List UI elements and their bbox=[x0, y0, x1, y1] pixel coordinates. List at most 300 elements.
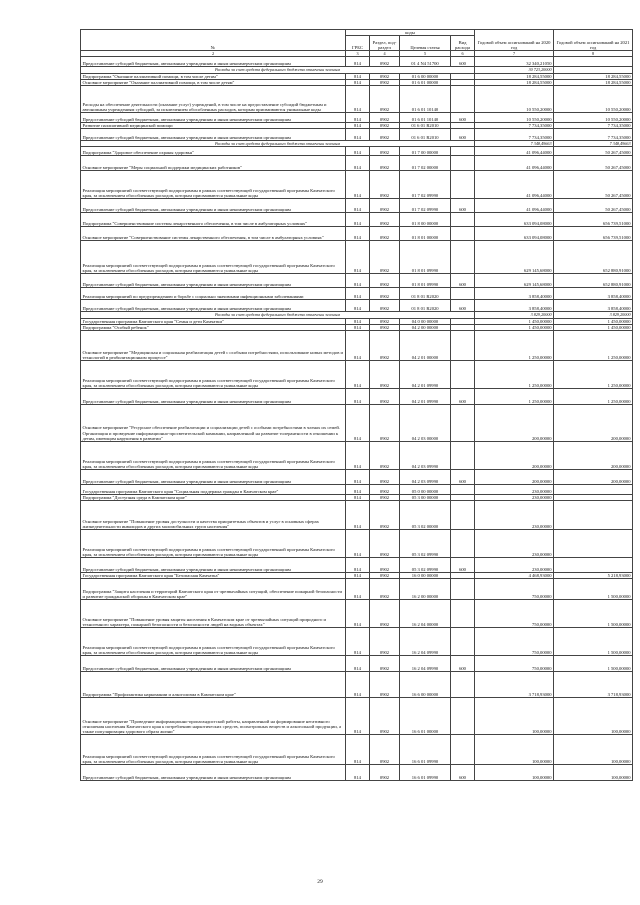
grbs-code: 814 bbox=[346, 73, 370, 79]
target-article-code: 04 2 01 09990 bbox=[400, 389, 451, 405]
table-row bbox=[81, 501, 633, 530]
column-number: 2 bbox=[81, 51, 346, 57]
amount-2020: 18 284,55000 bbox=[475, 73, 554, 79]
row-name: Предоставление субсидий бюджетным, автономным учреждениям и иным некоммерческим организациям bbox=[81, 558, 346, 573]
section-code: 0902 bbox=[370, 331, 400, 361]
table-row bbox=[81, 300, 633, 312]
target-article-code: 16 6 01 09990 bbox=[400, 765, 451, 781]
amount-2021: 18 284,55000 bbox=[554, 73, 633, 79]
table-row bbox=[81, 470, 633, 485]
amount-2020: 1 250,00000 bbox=[475, 331, 554, 361]
table-row bbox=[81, 573, 633, 579]
row-name: Основное мероприятие "Повышение уровня доступности и качества приоритетных объектов и услуг в основных сферах жизнедеятельности инвалидов и других маломобильных групп населения" bbox=[81, 501, 346, 530]
expense-type-code: 600 bbox=[451, 300, 475, 312]
row-name: Основное мероприятие "Оказание паллиативной помощи, в том числе детям" bbox=[81, 79, 346, 85]
amount-2020: 1 450,00000 bbox=[475, 318, 554, 324]
section-code: 0902 bbox=[370, 579, 400, 600]
budget-table bbox=[80, 29, 633, 781]
amount-2021: 1 250,00000 bbox=[554, 361, 633, 389]
expense-type-code bbox=[451, 227, 475, 241]
expense-type-code: 600 bbox=[451, 558, 475, 573]
table-row bbox=[81, 79, 633, 85]
row-name: Реализация мероприятий соответствующей подпрограммы в рамках соответствующей государственной программы Камчатского края, за исключением обособленных расходов, которым присваиваются уникальные коды bbox=[81, 628, 346, 656]
target-article-code: 04 2 01 00000 bbox=[400, 331, 451, 361]
amount-2020: 41 096,44000 bbox=[475, 199, 554, 213]
row-name: Реализация мероприятий соответствующей подпрограммы в рамках соответствующей государственной программы Камчатского края, за исключением обособленных расходов, которым присваиваются уникальные коды bbox=[81, 171, 346, 199]
grbs-code: 814 bbox=[346, 171, 370, 199]
expense-type-code bbox=[451, 213, 475, 227]
section-code: 0902 bbox=[370, 672, 400, 698]
expense-type-code bbox=[451, 501, 475, 530]
target-article-code: 01 6 01 10140 bbox=[400, 113, 451, 123]
column-number: 8 bbox=[554, 51, 633, 57]
target-article-code: 01 7 02 09990 bbox=[400, 171, 451, 199]
amount-2021: 652 880,91000 bbox=[554, 241, 633, 274]
grbs-code: 814 bbox=[346, 129, 370, 141]
expense-type-code bbox=[451, 530, 475, 558]
table-row bbox=[81, 600, 633, 628]
amount-2020: 750,00000 bbox=[475, 628, 554, 656]
target-article-code: 16 2 00 00000 bbox=[400, 579, 451, 600]
header-codes: коды bbox=[346, 30, 475, 36]
amount-2021: 1 500,00000 bbox=[554, 600, 633, 628]
amount-2020: 200,00000 bbox=[475, 442, 554, 470]
section-code: 0902 bbox=[370, 501, 400, 530]
expense-type-code bbox=[451, 86, 475, 113]
amount-2020: 10 550,20000 bbox=[475, 86, 554, 113]
grbs-code: 814 bbox=[346, 241, 370, 274]
grbs-code: 814 bbox=[346, 86, 370, 113]
note-text: Расходы за счет средств федерального бюджета отмечены зеленым bbox=[81, 67, 475, 73]
expense-type-code bbox=[451, 331, 475, 361]
page-number: 29 bbox=[317, 879, 323, 885]
amount-2021: 1 500,00000 bbox=[554, 579, 633, 600]
grbs-code: 814 bbox=[346, 324, 370, 330]
grbs-code: 814 bbox=[346, 501, 370, 530]
grbs-code: 814 bbox=[346, 573, 370, 579]
amount-2021: 10 550,20000 bbox=[554, 113, 633, 123]
expense-type-code: 600 bbox=[451, 199, 475, 213]
section-code: 0902 bbox=[370, 213, 400, 227]
note-text: Расходы за счет средств федерального бюджета отмечены зеленым bbox=[81, 312, 475, 318]
expense-type-code bbox=[451, 405, 475, 442]
grbs-code: 814 bbox=[346, 57, 370, 67]
grbs-code: 814 bbox=[346, 558, 370, 573]
amount-2020: 230,00000 bbox=[475, 495, 554, 501]
amount-2021: 18 284,55000 bbox=[554, 79, 633, 85]
grbs-code: 814 bbox=[346, 530, 370, 558]
target-article-code: 05 3 00 00000 bbox=[400, 495, 451, 501]
row-name: Реализация мероприятий по предупреждению и борьбе с социально значимыми инфекционными заболеваниями bbox=[81, 288, 346, 300]
target-article-code: 16 6 01 00000 bbox=[400, 698, 451, 735]
table-row bbox=[81, 318, 633, 324]
header-num: № bbox=[81, 30, 346, 51]
section-code: 0902 bbox=[370, 171, 400, 199]
amount-2021: 10 550,20000 bbox=[554, 86, 633, 113]
row-name: Реализация мероприятий соответствующей подпрограммы в рамках соответствующей государственной программы Камчатского края, за исключением обособленных расходов, которым присваиваются уникальные коды bbox=[81, 241, 346, 274]
grbs-code: 814 bbox=[346, 331, 370, 361]
header-target: Целевая статья bbox=[400, 36, 451, 51]
amount-2020: 41 096,44000 bbox=[475, 156, 554, 171]
amount-2021: 1 450,00000 bbox=[554, 324, 633, 330]
table-row bbox=[81, 227, 633, 241]
amount-2020: 200,00000 bbox=[475, 470, 554, 485]
row-name: Основное мероприятие "Проведение информационно-пропагандистской работы, направленной на формирование негативного отношения населения Камчатского края к потреблению наркотических средств, психотропных веществ и алкогольной продукции, а также популяризация здорового образа жизни" bbox=[81, 698, 346, 735]
grbs-code: 814 bbox=[346, 600, 370, 628]
table-row bbox=[81, 765, 633, 781]
amount-2020: 4 468,93000 bbox=[475, 573, 554, 579]
amount-2020: 750,00000 bbox=[475, 579, 554, 600]
row-name: Предоставление субсидий бюджетным, автономным учреждениям и иным некоммерческим организациям bbox=[81, 389, 346, 405]
grbs-code: 814 bbox=[346, 288, 370, 300]
grbs-code: 814 bbox=[346, 698, 370, 735]
target-article-code: 16 6 00 00000 bbox=[400, 672, 451, 698]
amount-2021: 7 348,49663 bbox=[554, 141, 633, 147]
table-row bbox=[81, 147, 633, 156]
amount-2021: 200,00000 bbox=[554, 470, 633, 485]
section-code: 0902 bbox=[370, 57, 400, 67]
target-article-code: 01 7 02 09990 bbox=[400, 199, 451, 213]
amount-2020: 3 858,40000 bbox=[475, 288, 554, 300]
budget-sheet bbox=[80, 29, 632, 781]
target-article-code: 01 4 N4 51700 bbox=[400, 57, 451, 67]
amount-2020: 41 096,44000 bbox=[475, 147, 554, 156]
amount-2021: 50 267,45000 bbox=[554, 171, 633, 199]
target-article-code: 01 7 02 00000 bbox=[400, 156, 451, 171]
target-article-code: 01 6 01 R2010 bbox=[400, 123, 451, 129]
table-row bbox=[81, 331, 633, 361]
amount-2020: 633 094,08000 bbox=[475, 213, 554, 227]
row-name: Предоставление субсидий бюджетным, автономным учреждениям и иным некоммерческим организациям bbox=[81, 274, 346, 288]
section-code: 0902 bbox=[370, 698, 400, 735]
section-code: 0902 bbox=[370, 300, 400, 312]
grbs-code: 814 bbox=[346, 123, 370, 129]
row-name: Развитие паллиативной медицинской помощи bbox=[81, 123, 346, 129]
amount-2021 bbox=[554, 57, 633, 67]
grbs-code: 814 bbox=[346, 389, 370, 405]
header-vol-2021: Годовой объем ассигнований на 2021 год bbox=[554, 30, 633, 51]
amount-2021 bbox=[554, 558, 633, 573]
row-name: Подпрограмма "Оказание паллиативной помощи, в том числе детям" bbox=[81, 73, 346, 79]
grbs-code: 814 bbox=[346, 470, 370, 485]
column-number: 7 bbox=[475, 51, 554, 57]
row-name: Предоставление субсидий бюджетным, автономным учреждениям и иным некоммерческим организациям bbox=[81, 57, 346, 67]
table-row bbox=[81, 241, 633, 274]
row-name: Государственная программа Камчатского края "Семья и дети Камчатки" bbox=[81, 318, 346, 324]
expense-type-code bbox=[451, 442, 475, 470]
table-row bbox=[81, 405, 633, 442]
table-row bbox=[81, 698, 633, 735]
section-code: 0902 bbox=[370, 765, 400, 781]
table-header bbox=[81, 30, 633, 57]
row-name: Предоставление субсидий бюджетным, автономным учреждениям и иным некоммерческим организациям bbox=[81, 765, 346, 781]
table-row bbox=[81, 213, 633, 227]
amount-2021: 1 250,00000 bbox=[554, 331, 633, 361]
target-article-code: 01 8 00 00000 bbox=[400, 213, 451, 227]
header-grbs: ГРБС bbox=[346, 36, 370, 51]
row-name: Государственная программа Камчатского края "Безопасная Камчатка" bbox=[81, 573, 346, 579]
target-article-code: 01 6 01 R2010 bbox=[400, 129, 451, 141]
table-row bbox=[81, 86, 633, 113]
grbs-code: 814 bbox=[346, 442, 370, 470]
expense-type-code bbox=[451, 156, 475, 171]
target-article-code: 16 2 04 09990 bbox=[400, 628, 451, 656]
header-exptype: Вид расхода bbox=[451, 36, 475, 51]
amount-2020: 230,00000 bbox=[475, 501, 554, 530]
amount-2020: 230,00000 bbox=[475, 558, 554, 573]
expense-type-code bbox=[451, 628, 475, 656]
section-code: 0902 bbox=[370, 628, 400, 656]
amount-2020: 3 858,40000 bbox=[475, 300, 554, 312]
grbs-code: 814 bbox=[346, 495, 370, 501]
row-name: Основное мероприятие "Повышение уровня защиты населения в Камчатском крае от чрезвычайных ситуаций природного и техногенного характера, пожарной безопасности и безопасности людей на водных объектах" bbox=[81, 600, 346, 628]
table-row bbox=[81, 558, 633, 573]
grbs-code: 814 bbox=[346, 485, 370, 495]
row-name: Подпрограмма "Здоровое обеспечение охраны здоровья" bbox=[81, 147, 346, 156]
expense-type-code bbox=[451, 600, 475, 628]
target-article-code: 16 2 04 00000 bbox=[400, 600, 451, 628]
amount-2020: 10 550,20000 bbox=[475, 113, 554, 123]
amount-2020: 100,00000 bbox=[475, 698, 554, 735]
amount-2020: 633 094,08000 bbox=[475, 227, 554, 241]
expense-type-code: 600 bbox=[451, 656, 475, 672]
column-number: 3 bbox=[346, 51, 370, 57]
table-row bbox=[81, 389, 633, 405]
header-section: Раздел, под-раздел bbox=[370, 36, 400, 51]
grbs-code: 814 bbox=[346, 213, 370, 227]
section-code: 0902 bbox=[370, 73, 400, 79]
target-article-code: 16 2 04 09990 bbox=[400, 656, 451, 672]
section-code: 0902 bbox=[370, 227, 400, 241]
amount-2020: 30 723,20000 bbox=[475, 67, 554, 73]
table-row bbox=[81, 485, 633, 495]
table-row bbox=[81, 495, 633, 501]
amount-2021: 1 500,00000 bbox=[554, 656, 633, 672]
row-name: Подпрограмма "Доступная среда в Камчатском крае" bbox=[81, 495, 346, 501]
table-row bbox=[81, 579, 633, 600]
table-row bbox=[81, 442, 633, 470]
target-article-code: 04 0 00 00000 bbox=[400, 318, 451, 324]
section-code: 0902 bbox=[370, 495, 400, 501]
grbs-code: 814 bbox=[346, 227, 370, 241]
row-name: Основное мероприятие "Ресурсное обеспечение реабилитации и социализации детей с особыми потребностями в членах их семей. Организация и проведение информационно-просветительской кампании, направленной на развитие толерантности в отношении к детям, имеющим нарушения в развитии" bbox=[81, 405, 346, 442]
table-row bbox=[81, 361, 633, 389]
expense-type-code bbox=[451, 579, 475, 600]
row-name: Подпрограмма "Совершенствование системы лекарственного обеспечения, в том числе в амбулаторных условиях" bbox=[81, 213, 346, 227]
amount-2020: 1 250,00000 bbox=[475, 361, 554, 389]
target-article-code: 04 2 03 00000 bbox=[400, 405, 451, 442]
row-name: Расходы на обеспечение деятельности (оказание услуг) учреждений, в том числе на предоставление субсидий бюджетным и автономным учреждениям субсидий, за исключением обособленных расходов, которым присваиваются уникальные коды bbox=[81, 86, 346, 113]
target-article-code: 05 3 02 00000 bbox=[400, 501, 451, 530]
target-article-code: 01 6 00 00000 bbox=[400, 73, 451, 79]
section-code: 0902 bbox=[370, 147, 400, 156]
row-name: Основное мероприятие "Меры социальной поддержки медицинских работников" bbox=[81, 156, 346, 171]
grbs-code: 814 bbox=[346, 628, 370, 656]
amount-2021: 3 858,40000 bbox=[554, 288, 633, 300]
section-code: 0902 bbox=[370, 199, 400, 213]
target-article-code: 05 3 02 09990 bbox=[400, 558, 451, 573]
table-row bbox=[81, 57, 633, 67]
expense-type-code: 600 bbox=[451, 129, 475, 141]
column-number: 4 bbox=[370, 51, 400, 57]
amount-2021: 3 829,20000 bbox=[554, 312, 633, 318]
amount-2020: 629 145,68000 bbox=[475, 274, 554, 288]
section-code: 0902 bbox=[370, 274, 400, 288]
row-name: Реализация мероприятий соответствующей подпрограммы в рамках соответствующей государственной программы Камчатского края, за исключением обособленных расходов, которым присваиваются уникальные коды bbox=[81, 442, 346, 470]
table-row bbox=[81, 156, 633, 171]
amount-2020: 1 450,00000 bbox=[475, 324, 554, 330]
target-article-code: 04 2 01 09990 bbox=[400, 361, 451, 389]
amount-2021: 100,00000 bbox=[554, 765, 633, 781]
target-article-code: 16 0 00 00000 bbox=[400, 573, 451, 579]
amount-2021: 200,00000 bbox=[554, 405, 633, 442]
section-code: 0902 bbox=[370, 318, 400, 324]
expense-type-code: 600 bbox=[451, 389, 475, 405]
table-body bbox=[81, 57, 633, 781]
target-article-code: 05 3 02 09990 bbox=[400, 530, 451, 558]
row-name: Подпрограмма "Защита населения и территорий Камчатского края от чрезвычайных ситуаций, обеспечение пожарной безопасности и развитие гражданской обороны в Камчатском крае" bbox=[81, 579, 346, 600]
grbs-code: 814 bbox=[346, 318, 370, 324]
table-row bbox=[81, 274, 633, 288]
amount-2020: 3 829,20000 bbox=[475, 312, 554, 318]
grbs-code: 814 bbox=[346, 361, 370, 389]
expense-type-code bbox=[451, 735, 475, 765]
grbs-code: 814 bbox=[346, 147, 370, 156]
section-code: 0902 bbox=[370, 656, 400, 672]
grbs-code: 814 bbox=[346, 199, 370, 213]
target-article-code: 01 8 01 R2020 bbox=[400, 300, 451, 312]
amount-2021: 7 734,35000 bbox=[554, 123, 633, 129]
table-row bbox=[81, 171, 633, 199]
section-code: 0902 bbox=[370, 79, 400, 85]
amount-2021: 1 500,00000 bbox=[554, 628, 633, 656]
grbs-code: 814 bbox=[346, 300, 370, 312]
expense-type-code bbox=[451, 698, 475, 735]
amount-2021 bbox=[554, 530, 633, 558]
section-code: 0902 bbox=[370, 558, 400, 573]
amount-2020: 7 734,35000 bbox=[475, 123, 554, 129]
row-name: Реализация мероприятий соответствующей подпрограммы в рамках соответствующей государственной программы Камчатского края, за исключением обособленных расходов, которым присваиваются уникальные коды bbox=[81, 530, 346, 558]
column-number: 6 bbox=[451, 51, 475, 57]
target-article-code: 01 7 00 00000 bbox=[400, 147, 451, 156]
row-name: Реализация мероприятий соответствующей подпрограммы в рамках соответствующей государственной программы Камчатского края, за исключением обособленных расходов, которым присваиваются уникальные коды bbox=[81, 361, 346, 389]
row-name: Подпрограмма "Особый ребенок" bbox=[81, 324, 346, 330]
target-article-code: 01 8 01 R2020 bbox=[400, 288, 451, 300]
expense-type-code: 600 bbox=[451, 57, 475, 67]
expense-type-code: 600 bbox=[451, 113, 475, 123]
amount-2020: 41 096,44000 bbox=[475, 171, 554, 199]
section-code: 0902 bbox=[370, 442, 400, 470]
amount-2020: 230,00000 bbox=[475, 530, 554, 558]
section-code: 0902 bbox=[370, 573, 400, 579]
amount-2020: 100,00000 bbox=[475, 735, 554, 765]
grbs-code: 814 bbox=[346, 79, 370, 85]
row-name: Предоставление субсидий бюджетным, автономным учреждениям и иным некоммерческим организациям bbox=[81, 199, 346, 213]
target-article-code: 04 2 03 09990 bbox=[400, 442, 451, 470]
section-code: 0902 bbox=[370, 123, 400, 129]
section-code: 0902 bbox=[370, 735, 400, 765]
amount-2021: 656 739,51000 bbox=[554, 213, 633, 227]
expense-type-code: 600 bbox=[451, 470, 475, 485]
amount-2021: 656 739,51000 bbox=[554, 227, 633, 241]
row-name: Предоставление субсидий бюджетным, автономным учреждениям и иным некоммерческим организациям bbox=[81, 113, 346, 123]
table-row bbox=[81, 129, 633, 141]
amount-2020: 7 734,35000 bbox=[475, 129, 554, 141]
table-row bbox=[81, 628, 633, 656]
header-vol-2020: Годовой объем ассигнований на 2020 год bbox=[475, 30, 554, 51]
amount-2021: 50 267,45000 bbox=[554, 147, 633, 156]
amount-2021: 3 718,93000 bbox=[554, 672, 633, 698]
amount-2021: 1 450,00000 bbox=[554, 318, 633, 324]
row-name: Реализация мероприятий соответствующей подпрограммы в рамках соответствующей государственной программы Камчатского края, за исключением обособленных расходов, которым присваиваются уникальные коды bbox=[81, 735, 346, 765]
table-row bbox=[81, 113, 633, 123]
table-row bbox=[81, 656, 633, 672]
table-row bbox=[81, 672, 633, 698]
amount-2021: 50 267,45000 bbox=[554, 156, 633, 171]
section-code: 0902 bbox=[370, 361, 400, 389]
target-article-code: 01 8 01 09990 bbox=[400, 241, 451, 274]
target-article-code: 04 2 00 00000 bbox=[400, 324, 451, 330]
amount-2020: 3 718,93000 bbox=[475, 672, 554, 698]
amount-2020: 750,00000 bbox=[475, 656, 554, 672]
table-row bbox=[81, 735, 633, 765]
target-article-code: 01 8 01 09990 bbox=[400, 274, 451, 288]
section-code: 0902 bbox=[370, 288, 400, 300]
section-code: 0902 bbox=[370, 241, 400, 274]
grbs-code: 814 bbox=[346, 156, 370, 171]
row-name: Предоставление субсидий бюджетным, автономным учреждениям и иным некоммерческим организациям bbox=[81, 129, 346, 141]
table-row bbox=[81, 73, 633, 79]
amount-2020: 230,00000 bbox=[475, 485, 554, 495]
expense-type-code bbox=[451, 241, 475, 274]
section-code: 0902 bbox=[370, 389, 400, 405]
grbs-code: 814 bbox=[346, 735, 370, 765]
row-name: Основное мероприятие "Медицинская и социальная реабилитация детей с особыми потребностями, использование новых методов и технологий в реабилитационном процессе" bbox=[81, 331, 346, 361]
amount-2021: 50 267,45000 bbox=[554, 199, 633, 213]
amount-2021: 1 250,00000 bbox=[554, 389, 633, 405]
target-article-code: 05 0 00 00000 bbox=[400, 485, 451, 495]
amount-2020: 7 348,49663 bbox=[475, 141, 554, 147]
table-row bbox=[81, 288, 633, 300]
amount-2020: 1 250,00000 bbox=[475, 389, 554, 405]
row-name: Предоставление субсидий бюджетным, автономным учреждениям и иным некоммерческим организациям bbox=[81, 470, 346, 485]
amount-2021: 5 218,93000 bbox=[554, 573, 633, 579]
row-name: Предоставление субсидий бюджетным, автономным учреждениям и иным некоммерческим организациям bbox=[81, 656, 346, 672]
grbs-code: 814 bbox=[346, 656, 370, 672]
column-number: 5 bbox=[400, 51, 451, 57]
expense-type-code: 600 bbox=[451, 274, 475, 288]
amount-2020: 100,00000 bbox=[475, 765, 554, 781]
grbs-code: 814 bbox=[346, 579, 370, 600]
table-row bbox=[81, 199, 633, 213]
grbs-code: 814 bbox=[346, 274, 370, 288]
row-name: Предоставление субсидий бюджетным, автономным учреждениям и иным некоммерческим организациям bbox=[81, 300, 346, 312]
expense-type-code bbox=[451, 171, 475, 199]
section-code: 0902 bbox=[370, 485, 400, 495]
amount-2020: 200,00000 bbox=[475, 405, 554, 442]
section-code: 0902 bbox=[370, 324, 400, 330]
section-code: 0902 bbox=[370, 530, 400, 558]
amount-2021: 100,00000 bbox=[554, 735, 633, 765]
table-row bbox=[81, 123, 633, 129]
grbs-code: 814 bbox=[346, 405, 370, 442]
note-text: Расходы за счет средств федерального бюджета отмечены зеленым bbox=[81, 141, 475, 147]
amount-2021 bbox=[554, 501, 633, 530]
expense-type-code bbox=[451, 361, 475, 389]
target-article-code: 04 2 03 09990 bbox=[400, 470, 451, 485]
section-code: 0902 bbox=[370, 600, 400, 628]
target-article-code: 01 6 01 10140 bbox=[400, 86, 451, 113]
